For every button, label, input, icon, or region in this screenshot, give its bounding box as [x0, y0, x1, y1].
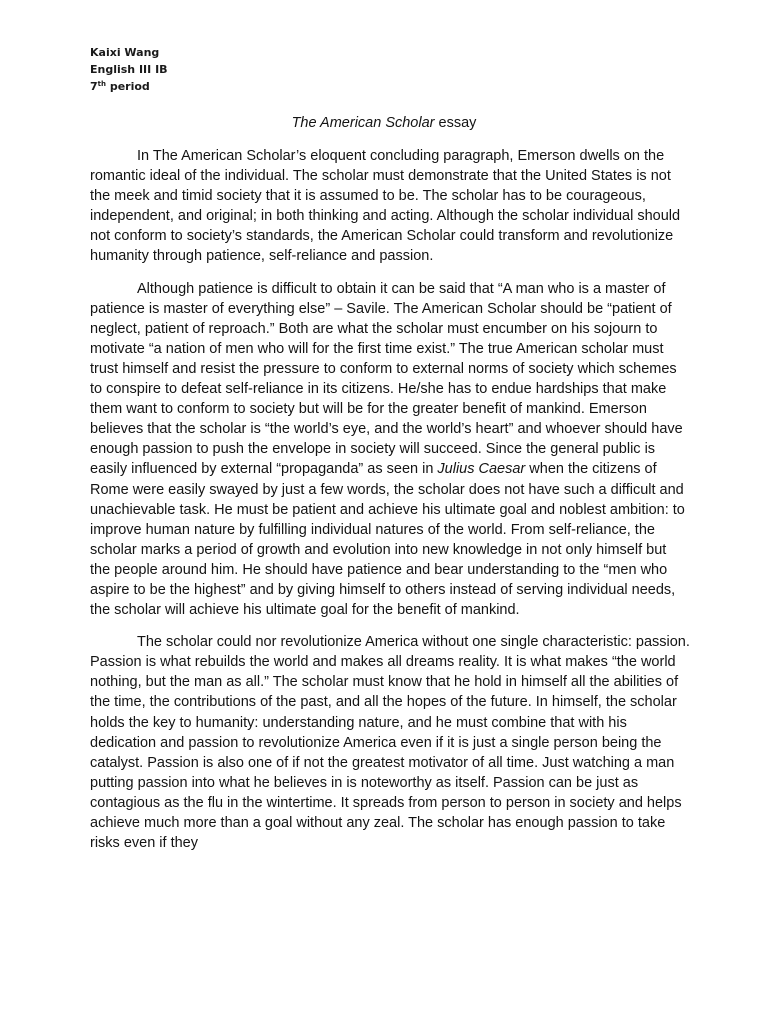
course-name: English III IB — [90, 63, 168, 76]
essay-title-italic: The American Scholar — [291, 115, 435, 131]
period-number: 7 — [90, 80, 98, 93]
essay-title — [0, 114, 768, 132]
period-suffix: th — [97, 80, 106, 88]
paragraph-passion: The scholar could nor revolutionize America without one single characteristic: passion. Passion is what rebuilds the world and makes all dreams reality. It is what makes “the world nothing, but the man as all.” The scholar must know that he hold in himself all the abilities of the time, the contributions of the past, and all the hopes of the future. In himself, the scholar holds the key to humanity: understanding nature, and he must combine that with his dedication and passion to revolutionize America even if it is just a single person being the catalyst. Passion is also one of if not the greatest motivator of all time. Just watching a man putting passion into what he believes in is noteworthy as itself. Passion can be just as contagious as the flu in the wintertime. It spreads from person to person in society and helps achieve much more than a goal without any zeal. The scholar has enough passion to take risks even if they — [90, 634, 690, 852]
essay-body — [90, 146, 690, 865]
paragraph-patience — [90, 279, 690, 621]
paragraph-patience-part-2: when the citizens of Rome were easily swayed by just a few words, the scholar does not have such a difficult and unachievable task. He must be patient and achieve his ultimate goal and noblest ambition: to improve human nature by fulfilling individual natures of the world. From self-reliance, the scholar marks a period of growth and evolution into new knowledge in not only himself but the people around him. He should have patience and bear understanding to the “men who aspire to be the highest” and by giving himself to others instead of serving individual needs, the scholar will achieve his ultimate goal for the benefit of mankind. — [90, 461, 685, 619]
student-name: Kaixi Wang — [90, 46, 160, 59]
period-word: period — [109, 80, 150, 93]
paragraph-patience-part-1: Although patience is difficult to obtain it can be said that “A man who is a master of patience is master of everything else” – Savile. The American Scholar should be “patient of neglect, patient of reproach.” Both are what the scholar must encumber on his sojourn to motivate “a nation of men who will for the first time exist.” The true American scholar must trust himself and resist the pressure to conform to external norms of society which schemes to conspire to defeat self-reliance in its citizens. He/she has to endue hardships that make them want to conform to society but will be for the greater benefit of mankind. Emerson believes that the scholar is “the world’s eye, and the world’s heart” and whoever should have enough passion to push the envelope in society will succeed. Since the general public is easily influenced by external “propaganda” as seen in — [90, 280, 683, 478]
student-header — [90, 44, 168, 95]
work-title-julius-caesar: Julius Caesar — [437, 461, 526, 478]
essay-title-rest: essay — [434, 115, 477, 131]
class-period — [90, 78, 168, 95]
paragraph-intro: In The American Scholar’s eloquent concluding paragraph, Emerson dwells on the romantic ideal of the individual. The scholar must demonstrate that the United States is not the meek and timid society that it is assumed to be. The scholar has to be courageous, independent, and original; in both thinking and acting. Although the scholar individual should not conform to society’s standards, the American Scholar could transform and revolutionize humanity through patience, self-reliance and passion. — [90, 148, 681, 265]
